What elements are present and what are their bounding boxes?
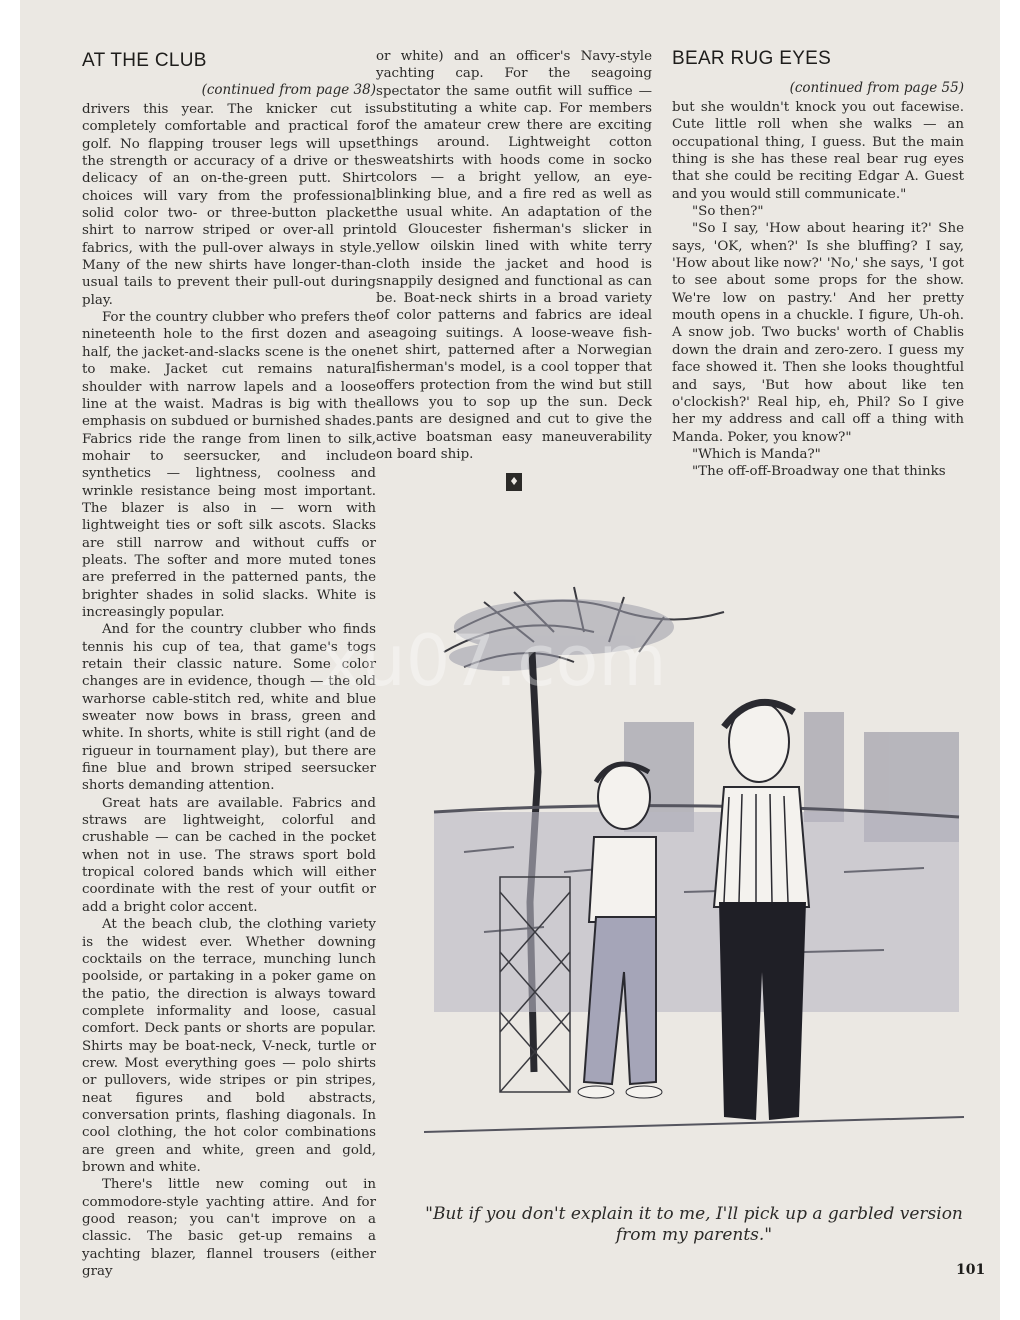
page-number: 101 <box>956 1262 986 1278</box>
article-paragraph: or white) and an officer's Navy-style yachting cap. For the seagoing spectator the same outfit will suffice — substituting a white cap. For members of the amateur crew there are exciting things around. Lightweight cotton sweatshirts with hoods come in socko colors — a bright yellow, an eye-blinking blue, and a fire red as well as the usual white. An adaptation of the old Gloucester fisherman's slicker in yellow oilskin lined with white terry cloth inside the jacket and hood is snappily designed and functional as can be. Boat-neck shirts in a broad variety of color patterns and fabrics are ideal seagoing suitings. A loose-weave fish-net shirt, patterned after a Norwegian fisherman's model, is a cool topper that offers protection from the wind but still allows you to sop up the sun. Deck pants are designed and cut to give the active boatsman easy maneuverability on board ship. <box>376 49 652 462</box>
article-paragraph: drivers this year. The knicker cut is completely comfortable and practical for golf. No flapping trouser legs will upset the strength or accuracy of a drive or the delicacy of an on-the-green putt. Shirt choices will vary from the professional solid color two- or three-button placket shirt to narrow striped or over-all print fabrics, with the pull-over always in style. Many of the new shirts have longer-than-usual tails to prevent their pull-out during play. <box>82 102 376 308</box>
article-paragraph: but she wouldn't knock you out facewise. Cute little roll when she walks — an occupational thing, I guess. But the main thing is she has these real bear rug eyes that she could be reciting Edgar A. Guest and you would still communicate." <box>672 100 964 202</box>
continued-note: (continued from page 55) <box>789 80 964 96</box>
column-at-the-club-continued <box>376 48 652 491</box>
article-heading: BEAR RUG EYES <box>672 48 832 69</box>
older-boy-figure <box>714 702 809 1120</box>
article-heading: AT THE CLUB <box>82 50 207 71</box>
article-paragraph: At the beach club, the clothing variety is the widest ever. Whether downing cocktails on the terrace, munching lunch poolside, or partaking in a poker game on the patio, the direction is always toward complete informality and loose, casual comfort. Deck pants or shorts are popular. Shirts may be boat-neck, V-neck, turtle or crew. Most everything goes — polo shirts or pullovers, wide stripes or pin stripes, neat figures and bold abstracts, conversation prints, flashing diagonals. In cool clothing, the hot color combinations are green and white, green and gold, brown and white. <box>82 917 376 1175</box>
column-at-the-club <box>82 50 376 1280</box>
rabbit-logo-icon: ♦ <box>506 473 522 491</box>
article-paragraph: "Which is Manda?" <box>692 446 821 462</box>
continued-note: (continued from page 38) <box>201 82 376 98</box>
stone-wall <box>434 806 959 1012</box>
article-paragraph: "So I say, 'How about hearing it?' She says, 'OK, when?' Is she bluffing? I say, 'How about like now?' 'No,' she says, 'I got to see about some props for the show. We're low on pastry.' And her pretty mouth opens in a chuckle. I figure, Uh-oh. A snow job. Two bucks' worth of Chablis down the drain and zero-zero. I guess my face showed it. Then she looks thoughtful and says, 'But how about like ten o'clockish?' Real hip, eh, Phil? So I give her my address and call off a thing with Manda. Poker, you know?" <box>672 221 964 445</box>
article-paragraph: And for the country clubber who finds tennis his cup of tea, that game's togs retain their classic nature. Some color changes are in evidence, though — the old warhorse cable-stitch red, white and blue sweater now bows in brass, green and white. In shorts, white is still right (and de rigueur in tournament play), but there are fine blue and brown striped seersucker shorts demanding attention. <box>82 622 376 794</box>
watermark: xu07.com <box>320 620 667 702</box>
column-bear-rug-eyes <box>672 48 964 481</box>
cartoon-caption: "But if you don't explain it to me, I'll pick up a garbled version from my parents." <box>425 1204 963 1245</box>
article-paragraph: Great hats are available. Fabrics and straws are lightweight, colorful and crushable — can be cached in the pocket when not in use. The straws sport bold tropical colored bands which will either coordinate with the rest of your outfit or add a bright color accent. <box>82 795 376 915</box>
magazine-page <box>20 0 1000 1320</box>
foliage-wash <box>449 599 674 671</box>
cartoon-illustration <box>424 572 964 1162</box>
article-paragraph: "The off-off-Broadway one that thinks <box>692 464 946 480</box>
article-paragraph: "So then?" <box>692 204 764 220</box>
sidewalk-line <box>424 1117 964 1132</box>
article-paragraph: There's little new coming out in commodore-style yachting attire. And for good reason; you can't improve on a classic. The basic get-up remains a yachting blazer, flannel trousers (either gray <box>82 1177 376 1280</box>
article-paragraph: For the country clubber who prefers the nineteenth hole to the first dozen and a half, the jacket-and-slacks scene is the one to make. Jacket cut remains natural shoulder with narrow lapels and a loose line at the waist. Madras is big with the emphasis on subdued or burnished shades. Fabrics ride the range from linen to silk, mohair to seersucker, and include synthetics — lightness, coolness and wrinkle resistance being most important. The blazer is also in — worn with lightweight ties or soft silk ascots. Slacks are still narrow and without cuffs or pleats. The softer and more muted tones are preferred in the patterned pants, the brighter shades in solid slacks. White is increasingly popular. <box>82 310 376 620</box>
